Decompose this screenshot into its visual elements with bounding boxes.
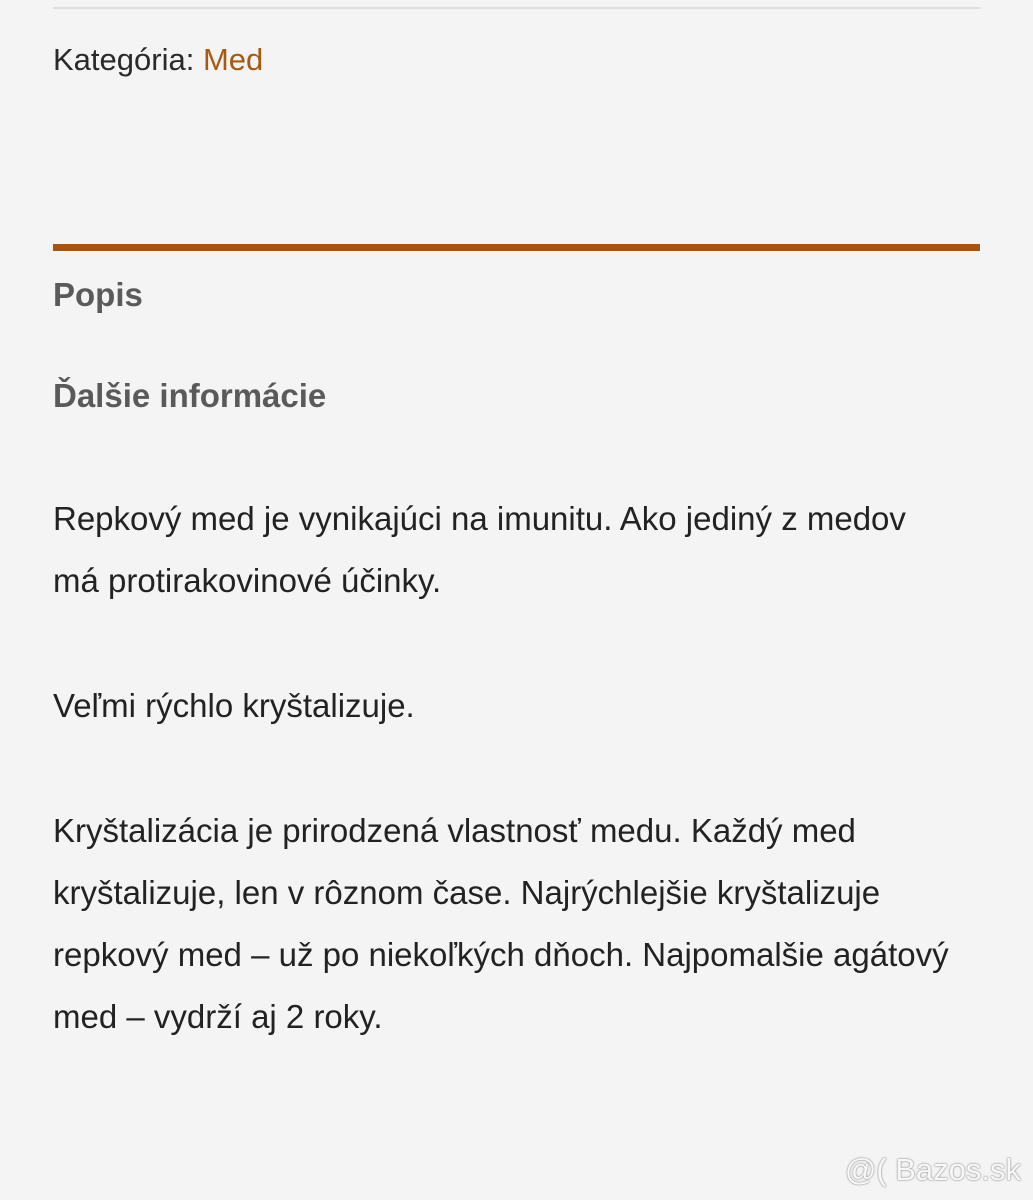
category-row [53,40,263,80]
tab-dalsie-informacie[interactable]: Ďalšie informácie [53,377,327,414]
top-divider [53,7,980,9]
description-paragraph-3: Kryštalizácia je prirodzená vlastnosť medu. Každý med kryštalizuje, len v rôznom čase. Najrýchlejšie kryštalizuje repkový med – už po niekoľkých dňoch. Najpomalšie agátový med – vydrží aj 2 roky. [53,812,949,1035]
tabs-accent-rule [53,244,980,251]
bazos-watermark: @( Bazos.sk [844,1152,1021,1187]
description-paragraph-1: Repkový med je vynikajúci na imunitu. Ako jediný z medov má protirakovinové účinky. [53,500,906,599]
description-paragraph-2: Veľmi rýchlo kryštalizuje. [53,687,415,724]
category-link[interactable]: Med [202,42,264,77]
category-label: Kategória: [53,42,195,77]
tab-popis[interactable]: Popis [53,276,143,313]
